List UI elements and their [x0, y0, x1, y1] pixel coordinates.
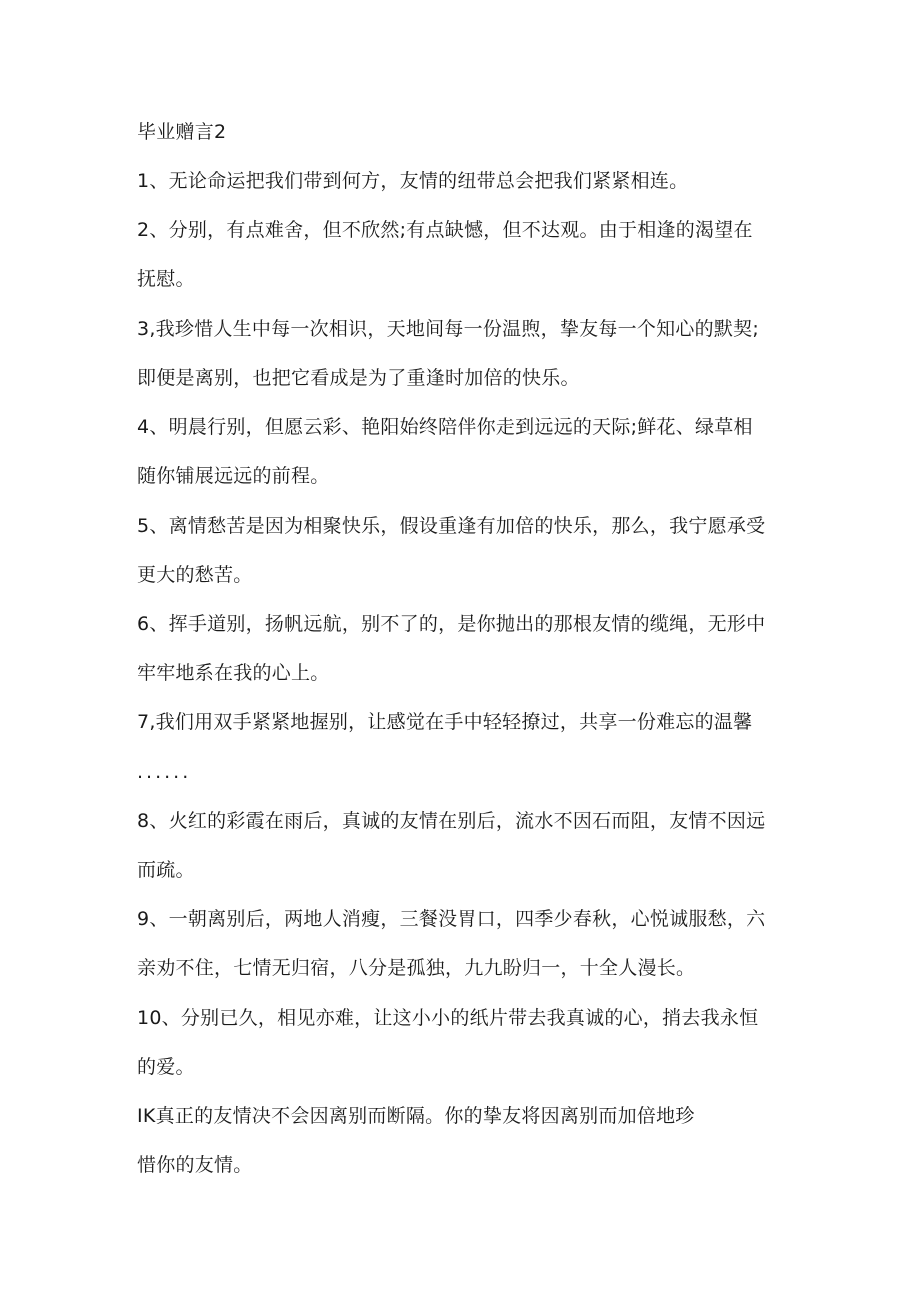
- text-line: 即便是离别，也把它看成是为了重逢时加倍的快乐。: [137, 367, 580, 389]
- text-line: 10、分别已久，相见亦难，让这小小的纸片带去我真诚的心，捎去我永恒: [137, 1007, 759, 1029]
- text-line: IK真正的友情决不会因离别而断隔。你的挚友将因离别而加倍地珍: [137, 1105, 695, 1127]
- text-line: 9、一朝离别后，两地人消瘦，三餐没胃口，四季少春秋，心悦诚服愁，六: [137, 908, 766, 930]
- text-line: 3,我珍惜人生中每一次相识，天地间每一份温煦，挚友每一个知心的默契;: [137, 318, 760, 340]
- text-line: 8、火红的彩霞在雨后，真诚的友情在别后，流水不因石而阻，友情不因远: [137, 810, 766, 832]
- text-line: 牢牢地系在我的心上。: [137, 662, 330, 684]
- text-line: 亲劝不住，七情无归宿，八分是孤独，九九盼归一，十全人漫长。: [137, 957, 696, 979]
- text-line: 更大的愁苦。: [137, 564, 253, 586]
- text-line: 7,我们用双手紧紧地握别，让感觉在手中轻轻撩过，共享一份难忘的温馨: [137, 711, 753, 733]
- text-line: 惜你的友情。: [137, 1154, 253, 1176]
- text-line: 1、无论命运把我们带到何方，友情的纽带总会把我们紧紧相连。: [137, 170, 689, 192]
- text-line: 而疏。: [137, 859, 195, 881]
- text-line: 随你铺展远远的前程。: [137, 465, 330, 487]
- text-line: 6、挥手道别，扬帆远航，别不了的，是你抛出的那根友情的缆绳，无形中: [137, 613, 766, 635]
- text-line: 5、离情愁苦是因为相聚快乐，假设重逢有加倍的快乐，那么，我宁愿承受: [137, 515, 766, 537]
- document-title: 毕业赠言2: [137, 121, 227, 143]
- text-line: 2、分别，有点难舍，但不欣然;有点缺憾，但不达观。由于相逢的渴望在: [137, 219, 753, 241]
- text-line: 抚慰。: [137, 268, 195, 290]
- text-line: 的爱。: [137, 1056, 195, 1078]
- ellipsis-line: ......: [137, 761, 192, 783]
- text-line: 4、明晨行别，但愿云彩、艳阳始终陪伴你走到远远的天际;鲜花、绿草相: [137, 416, 753, 438]
